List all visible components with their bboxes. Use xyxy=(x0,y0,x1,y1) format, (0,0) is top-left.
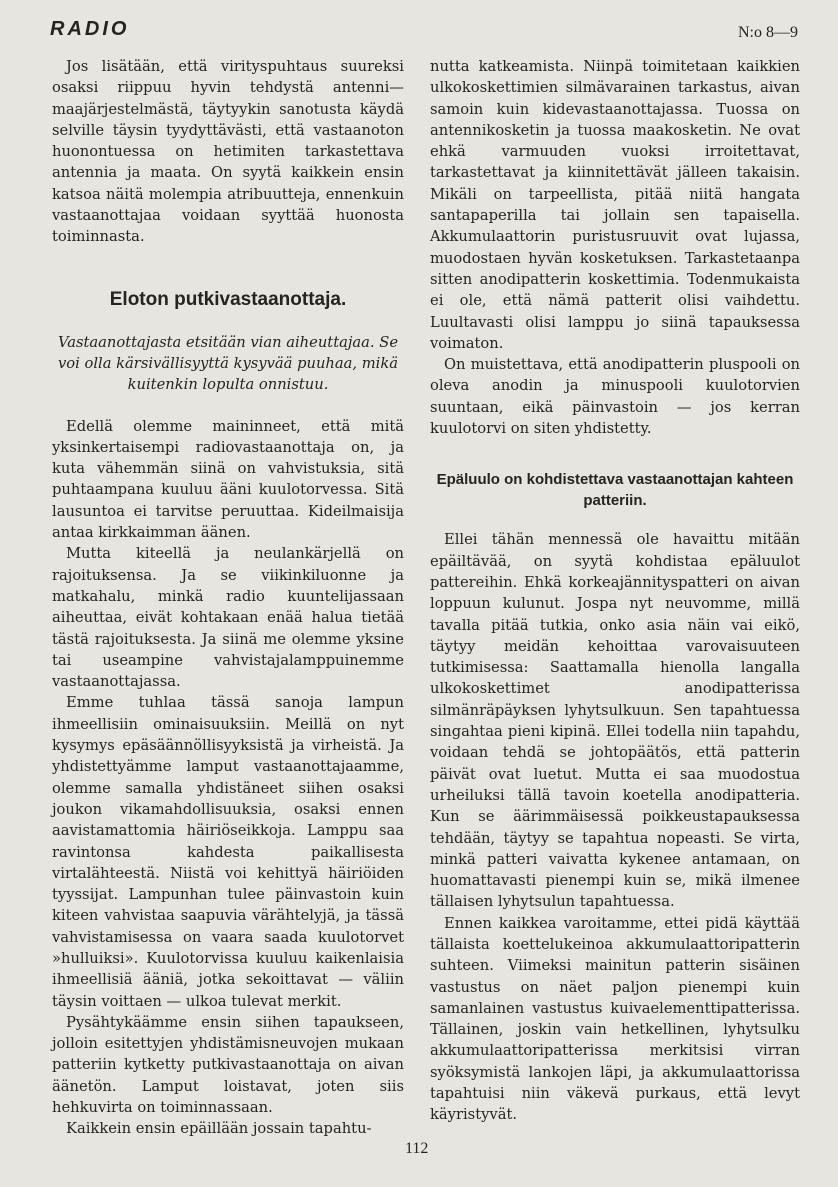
article-intro: Vastaanottajasta etsitään vian aiheuttajaa. Se voi olla kärsivällisyyttä kysyvää puuhaa, mikä kuitenkin lopulta onnistuu. xyxy=(57,333,399,394)
paragraph: nutta katkeamista. Niinpä toimitetaan kaikkien ulkokoskettimien silmävarainen tarkastus, aivan samoin kuin kidevastaanottajassa. Tuossa on antennikosketin ja tuossa maakosketin. Ne ovat ehkä varmuuden vuoksi irroitettavat, tarkastettavat ja kiinnitettävät jälleen takaisin. Mikäli on tarpeellista, pitää niitä hangata santapaperilla tai jollain sen tapaisella. Akkumulaattorin puristusruuvit ovat lujassa, muodostaen hyvän kosketuksen. Tarkastetaanpa sitten anodipatterin koskettimia. Todenmukaista ei ole, että nämä patterit olisi vaihdettu. Luultavasti olisi lamppu jo siinä tapauksessa voimaton. xyxy=(430,58,800,352)
paragraph: Edellä olemme maininneet, että mitä yksinkertaisempi radiovastaanottaja on, ja kuta vähemmän siinä on vahvistuksia, sitä puhtaampana kuuluu ääni kuulotorvessa. Sitä lausuntoa ei tarvitse peruuttaa. Kideilmaisija antaa kirkkaimman äänen. xyxy=(52,417,404,542)
paragraph: Pysähtykäämme ensin siihen tapaukseen, jolloin esitettyjen yhdistämisneuvojen mukaan patteriin kytketty putkivastaanottaja on aivan äänetön. Lamput loistavat, joten siis hehkuvirta on toiminnassaan. xyxy=(52,1013,404,1117)
magazine-title: RADIO xyxy=(50,18,130,40)
paragraph: Ennen kaikkea varoitamme, ettei pidä käyttää tällaista koettelukeinoa akkumulaattoripatterin suhteen. Viimeksi mainitun patterin sisäinen vastustus on näet paljon pienempi kuin samanlainen vastustus kuivaelementtipatterissa. Tällainen, joskin vain hetkellinen, lyhytsulku akkumulaattoripatterissa merkitsisi virran syöksymistä lankojen läpi, ja akkumulaattorissa tapahtuisi niin väkevä purkaus, että levyt käyristyvät. xyxy=(430,914,800,1124)
paragraph: On muistettava, että anodipatterin pluspooli on oleva anodin ja minuspooli kuulotorvien suuntaan, eikä päinvastoin — jos kerran kuulotorvi on siten yhdistetty. xyxy=(430,356,800,438)
section-heading: Epäluulo on kohdistettava vastaanottajan kahteen patteriin. xyxy=(436,471,794,510)
page-number: 112 xyxy=(405,1140,429,1157)
paragraph: Emme tuhlaa tässä sanoja lampun ihmeellisiin ominaisuuksiin. Meillä on nyt kysymys epäsäännöllisyyksistä ja virheistä. Ja yhdistettyämme lamput vastaanottajaamme, olemme samalla yhdistäneet siihen osaksi joukon vikamahdollisuuksia, osaksi ennen aavistamattomia häiriöseikkoja. Lamppu saa ravintonsa kahdesta paikallisesta virtalähteestä. Niistä voi kehittyä häiriöiden tyyssijat. Lampunhan tulee päinvastoin kuin kiteen vahvistaa saapuvia värähtelyjä, ja tässä vahvistamisessa on vaara saada kuulotorvet »hulluiksi». Kuulotorvissa kuuluu kaikenlaisia ihmeellisiä ääniä, jotka sekoittavat — väliin täysin voittaen — ulkoa tulevat merkit. xyxy=(52,694,404,1010)
right-column xyxy=(430,56,800,1126)
issue-number: N:o 8—9 xyxy=(738,24,798,41)
paragraph: Ellei tähän mennessä ole havaittu mitään epäiltävää, on syytä kohdistaa epäluulot pattereihin. Ehkä korkeajännityspatteri on aivan loppuun kulunut. Jospa nyt neuvomme, millä tavalla pitää tutkia, onko asia näin vai eikö, täytyy meidän kehoittaa varovaisuuteen tutkimisessa: Saattamalla hienolla langalla ulkokoskettimet anodipatterissa silmänräpäyksen lyhytsulkuun. Sen tapahtuessa singahtaa pieni kipinä. Ellei todella niin tapahdu, voidaan tehdä se johtopäätös, että patterin päivät ovat luetut. Mutta ei saa muodostua urheiluksi tällä tavoin koetella anodipatteria. Kun se äärimmäisessä poikkeustapauksessa tehdään, täytyy se tapahtua nopeasti. Se virta, minkä patteri vaivatta kykenee antamaan, on huomattavasti pienempi kuin se, mikä ilmenee tällaisen lyhytsulun tapahtuessa. xyxy=(430,531,800,911)
paragraph: Mutta kiteellä ja neulankärjellä on rajoituksensa. Ja se viikinkiluonne ja matkahalu, minkä radio kuuntelijassaan aiheuttaa, eivät kohtakaan enää halua tietää tästä rajoituksesta. Ja siinä me olemme yksine tai useampine vahvistajalamppuinemme vastaanottajassa. xyxy=(52,545,404,691)
paragraph: Jos lisätään, että virityspuhtaus suureksi osaksi riippuu hyvin tehdystä antenni—maajärjestelmästä, täytyykin sanotusta käydä selville täysin tyydyttävästi, että vastaanoton huonontuessa on hetimiten tarkastettava antennia ja maata. On syytä kaikkein ensin katsoa näitä molempia atribuutteja, ennenkuin vastaanottajaa voidaan syyttää huonosta toiminnasta. xyxy=(52,58,404,246)
article-title: Eloton putkivastaanottaja. xyxy=(109,288,347,310)
left-column xyxy=(52,56,404,1140)
paragraph: Kaikkein ensin epäillään jossain tapahtu- xyxy=(66,1120,372,1138)
